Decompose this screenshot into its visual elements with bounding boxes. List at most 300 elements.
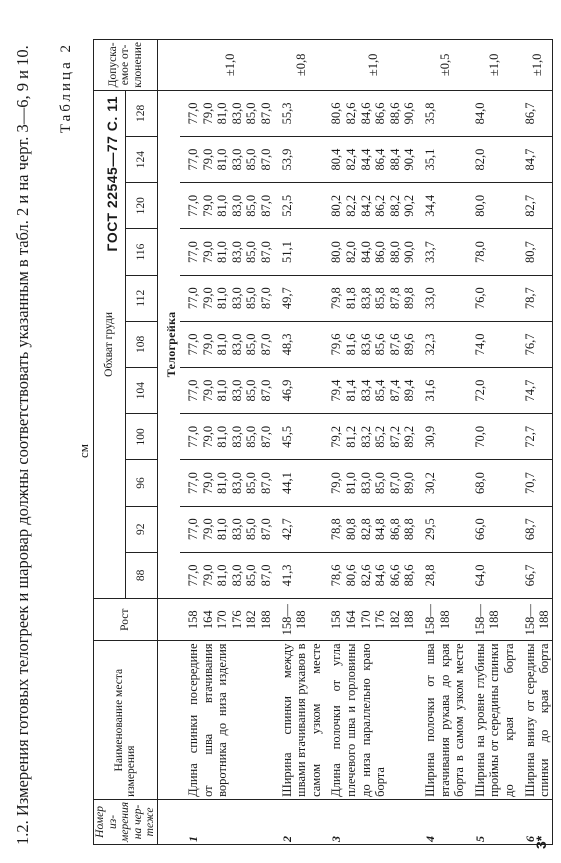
- size-cell: [517, 368, 553, 414]
- size-value: 81,0: [215, 518, 230, 541]
- size-cell: [517, 275, 553, 321]
- size-value: 85,0: [244, 287, 259, 310]
- header-size: 112: [125, 275, 157, 321]
- size-value: 68,7: [522, 518, 537, 541]
- size-value: 42,7: [279, 518, 294, 541]
- size-value: 78,0: [472, 241, 487, 263]
- size-value: 87,0: [387, 472, 402, 494]
- row-number: 5: [467, 799, 517, 844]
- size-value: 83,0: [229, 102, 244, 125]
- size-value: 79,0: [200, 518, 215, 541]
- size-cell: [180, 90, 274, 136]
- size-cell: [274, 414, 324, 460]
- size-value: 77,0: [186, 425, 201, 448]
- size-cell: [323, 183, 417, 229]
- size-value: 89,6: [402, 333, 417, 356]
- size-value: 74,7: [522, 379, 537, 402]
- size-cell: [180, 460, 274, 506]
- size-value: 70,0: [472, 425, 487, 448]
- size-value: 87,0: [259, 102, 274, 125]
- size-value: 34,4: [423, 194, 437, 217]
- size-cell: [467, 552, 517, 598]
- size-value: 86,4: [373, 148, 388, 171]
- size-value: 87,4: [387, 379, 402, 402]
- size-cell: [180, 368, 274, 414]
- section-title: Телогрейка: [157, 90, 180, 598]
- size-value: 77,0: [186, 472, 201, 494]
- row-name-text: Ширина внизу от середины спинки до края борта: [522, 643, 552, 797]
- size-value: 86,7: [522, 102, 537, 125]
- size-value: 86,0: [373, 241, 388, 263]
- size-value: 64,0: [472, 564, 487, 587]
- size-cell: [274, 552, 324, 598]
- size-value: 85,2: [373, 425, 388, 448]
- header-size: 88: [125, 552, 157, 598]
- size-value: 79,0: [200, 472, 215, 494]
- size-value: 79,0: [200, 379, 215, 402]
- rost-value: 170: [215, 610, 230, 630]
- size-cell: [274, 368, 324, 414]
- size-cell: [467, 275, 517, 321]
- size-cell: [417, 321, 467, 367]
- section-rost-cell: [157, 599, 180, 641]
- row-name: [467, 641, 517, 799]
- row-name-text: Длина спинки посередине от шва втачивания воротника до низа изделия: [186, 643, 230, 797]
- size-value: 89,8: [402, 287, 417, 310]
- size-value: 83,0: [229, 333, 244, 356]
- size-value: 77,0: [186, 379, 201, 402]
- size-cell: [517, 506, 553, 552]
- size-value: 68,0: [472, 472, 487, 494]
- size-value: 86,2: [373, 194, 388, 217]
- row-tolerance: ±1,0: [467, 40, 517, 91]
- row-rost: [417, 599, 467, 641]
- size-value: 74,0: [472, 333, 487, 356]
- size-cell: [467, 368, 517, 414]
- size-value: 90,0: [402, 241, 417, 263]
- size-value: 81,0: [215, 194, 230, 217]
- size-value: 84,7: [522, 148, 537, 171]
- size-value: 83,4: [358, 379, 373, 402]
- size-cell: [323, 229, 417, 275]
- size-value: 82,8: [358, 518, 373, 541]
- size-value: 87,0: [259, 472, 274, 494]
- size-cell: [517, 552, 553, 598]
- size-value: 41,3: [279, 564, 294, 587]
- size-value: 88,2: [387, 194, 402, 217]
- size-cell: [417, 414, 467, 460]
- size-cell: [517, 460, 553, 506]
- size-value: 85,0: [244, 241, 259, 263]
- size-value: 81,0: [215, 425, 230, 448]
- size-cell: [180, 275, 274, 321]
- size-value: 83,0: [229, 379, 244, 402]
- size-value: 81,0: [215, 241, 230, 263]
- size-value: 90,6: [402, 102, 417, 125]
- size-value: 89,0: [402, 472, 417, 494]
- size-value: 79,0: [200, 287, 215, 310]
- size-cell: [180, 229, 274, 275]
- header-group: Обхват груди: [94, 90, 126, 598]
- size-cell: [323, 90, 417, 136]
- size-value: 87,0: [259, 241, 274, 263]
- table-row: [323, 40, 417, 845]
- rost-value: 182: [244, 610, 259, 630]
- rost-value: 182: [387, 610, 402, 630]
- row-name-text: Ширина на уровне глубины проймы от середины спинки до края борта: [472, 643, 516, 797]
- size-value: 85,0: [244, 102, 259, 125]
- size-value: 79,4: [329, 379, 344, 402]
- row-tolerance: ±1,0: [517, 40, 553, 91]
- size-value: 89,4: [402, 379, 417, 402]
- row-name-text: Длина полочки от угла плечевого шва и горловины до низа параллельно краю борта: [329, 643, 388, 797]
- size-value: 87,0: [259, 379, 274, 402]
- size-value: 83,2: [358, 425, 373, 448]
- size-value: 49,7: [279, 287, 294, 310]
- size-value: 90,2: [402, 194, 417, 217]
- unit-label: см: [76, 444, 91, 458]
- size-value: 81,0: [215, 379, 230, 402]
- size-value: 83,0: [229, 564, 244, 587]
- size-value: 77,0: [186, 241, 201, 263]
- size-value: 79,6: [329, 333, 344, 356]
- size-value: 81,0: [215, 472, 230, 494]
- size-value: 84,6: [373, 564, 388, 587]
- rost-value: 158: [329, 610, 344, 630]
- row-tolerance: ±0,5: [417, 40, 467, 91]
- size-cell: [417, 90, 467, 136]
- size-cell: [323, 136, 417, 182]
- size-cell: [323, 552, 417, 598]
- size-value: 84,4: [358, 148, 373, 171]
- size-value: 88,4: [387, 148, 402, 171]
- size-value: 72,0: [472, 379, 487, 402]
- size-value: 85,0: [244, 333, 259, 356]
- header-rost: Рост: [94, 599, 158, 641]
- size-cell: [467, 414, 517, 460]
- size-cell: [417, 136, 467, 182]
- size-value: 80,0: [329, 241, 344, 263]
- size-value: 82,0: [472, 148, 487, 171]
- row-number: 1: [180, 799, 274, 844]
- header-size: 108: [125, 321, 157, 367]
- size-cell: [274, 183, 324, 229]
- rost-value: 164: [344, 610, 359, 630]
- size-value: 79,0: [200, 194, 215, 217]
- size-value: 85,0: [244, 148, 259, 171]
- rost-value: 170: [358, 610, 373, 630]
- size-cell: [417, 506, 467, 552]
- size-value: 33,0: [423, 287, 437, 310]
- size-value: 87,0: [259, 194, 274, 217]
- size-value: 83,0: [229, 472, 244, 494]
- size-cell: [323, 275, 417, 321]
- row-rost: [467, 599, 517, 641]
- size-value: 78,7: [522, 287, 537, 310]
- size-value: 35,1: [423, 148, 437, 171]
- table-row: [180, 40, 274, 845]
- size-cell: [417, 552, 467, 598]
- row-tolerance: ±0,8: [274, 40, 324, 91]
- size-value: 78,8: [329, 518, 344, 541]
- size-value: 28,8: [423, 564, 437, 587]
- size-value: 88,8: [402, 518, 417, 541]
- size-cell: [467, 136, 517, 182]
- size-value: 83,0: [229, 518, 244, 541]
- section-no-cell: [157, 799, 180, 844]
- size-value: 80,4: [329, 148, 344, 171]
- rost-value: 188: [402, 610, 417, 630]
- header-tol: Допуска-емое от-клонение: [94, 40, 158, 91]
- size-cell: [467, 321, 517, 367]
- size-value: 81,0: [215, 564, 230, 587]
- size-value: 81,0: [215, 102, 230, 125]
- size-value: 85,0: [244, 194, 259, 217]
- row-number: 4: [417, 799, 467, 844]
- size-value: 84,8: [373, 518, 388, 541]
- size-value: 44,1: [279, 472, 294, 494]
- size-value: 87,8: [387, 287, 402, 310]
- size-cell: [274, 136, 324, 182]
- header-size: 124: [125, 136, 157, 182]
- rost-value: 158: [186, 610, 201, 630]
- size-value: 83,0: [229, 241, 244, 263]
- size-cell: [417, 229, 467, 275]
- size-value: 87,0: [259, 148, 274, 171]
- size-cell: [517, 414, 553, 460]
- size-cell: [417, 368, 467, 414]
- size-value: 84,2: [358, 194, 373, 217]
- header-name: Наименование места измерения: [94, 641, 158, 799]
- size-value: 83,0: [229, 194, 244, 217]
- size-value: 79,2: [329, 425, 344, 448]
- section-name-cell: [157, 641, 180, 799]
- size-cell: [517, 321, 553, 367]
- row-name-text: Ширина спинки между швами втачивания рукавов в самом узком месте: [279, 643, 323, 797]
- size-cell: [274, 229, 324, 275]
- row-name-text: Ширина полочки от шва втачивания рукава до края борта в самом узком месте: [423, 643, 467, 797]
- size-cell: [180, 506, 274, 552]
- size-value: 79,0: [200, 564, 215, 587]
- size-cell: [180, 552, 274, 598]
- size-cell: [180, 183, 274, 229]
- size-value: 35,8: [423, 102, 437, 125]
- header-size: 116: [125, 229, 157, 275]
- table-row: [274, 40, 324, 845]
- size-value: 79,0: [200, 148, 215, 171]
- size-value: 70,7: [522, 472, 537, 494]
- size-value: 46,9: [279, 379, 294, 402]
- size-value: 80,6: [329, 102, 344, 125]
- size-cell: [274, 275, 324, 321]
- intro-paragraph: 1.2. Измерения готовых телогреек и шаровар должны соответствовать указанным в табл. 2 и на черт. 3—6, 9 и 10.: [13, 45, 32, 845]
- size-value: 79,0: [329, 472, 344, 494]
- rost-value: 164: [200, 610, 215, 630]
- size-value: 72,7: [522, 425, 537, 448]
- size-value: 85,0: [244, 518, 259, 541]
- size-value: 83,0: [229, 425, 244, 448]
- size-value: 87,6: [387, 333, 402, 356]
- size-value: 85,0: [244, 379, 259, 402]
- size-value: 77,0: [186, 148, 201, 171]
- size-cell: [517, 136, 553, 182]
- header-size: 92: [125, 506, 157, 552]
- size-value: 82,0: [344, 241, 359, 263]
- row-number: 2: [274, 799, 324, 844]
- size-value: 82,6: [344, 102, 359, 125]
- size-value: 86,6: [387, 564, 402, 587]
- size-value: 77,0: [186, 518, 201, 541]
- row-name: [517, 641, 553, 799]
- size-value: 81,0: [215, 333, 230, 356]
- size-value: 82,7: [522, 194, 537, 217]
- size-value: 85,0: [244, 425, 259, 448]
- size-value: 81,0: [215, 148, 230, 171]
- size-cell: [467, 183, 517, 229]
- size-cell: [417, 460, 467, 506]
- rost-value: 158—188: [279, 604, 309, 636]
- size-value: 83,6: [358, 333, 373, 356]
- size-value: 86,8: [387, 518, 402, 541]
- row-rost: [323, 599, 417, 641]
- size-cell: [467, 460, 517, 506]
- size-value: 79,8: [329, 287, 344, 310]
- section-tol-cell: [157, 40, 180, 91]
- row-rost: [274, 599, 324, 641]
- size-cell: [323, 460, 417, 506]
- size-value: 77,0: [186, 333, 201, 356]
- size-value: 85,0: [244, 564, 259, 587]
- header-size: 104: [125, 368, 157, 414]
- header-size: 120: [125, 183, 157, 229]
- size-value: 30,2: [423, 472, 437, 494]
- size-value: 87,0: [259, 425, 274, 448]
- size-value: 66,0: [472, 518, 487, 541]
- page-number: 3*: [533, 835, 549, 849]
- row-number: 6: [517, 799, 553, 844]
- size-value: 33,7: [423, 241, 437, 263]
- measurements-table: [93, 39, 553, 845]
- size-value: 87,2: [387, 425, 402, 448]
- size-cell: [323, 506, 417, 552]
- size-value: 45,5: [279, 425, 294, 448]
- size-value: 81,0: [344, 472, 359, 494]
- size-value: 82,6: [358, 564, 373, 587]
- size-value: 80,2: [329, 194, 344, 217]
- row-tolerance: ±1,0: [323, 40, 417, 91]
- size-cell: [417, 275, 467, 321]
- size-value: 77,0: [186, 564, 201, 587]
- rost-value: 158—188: [423, 604, 452, 636]
- table-row: [417, 40, 467, 845]
- size-value: 83,0: [229, 287, 244, 310]
- size-value: 32,3: [423, 333, 437, 356]
- size-cell: [180, 321, 274, 367]
- size-cell: [467, 90, 517, 136]
- size-value: 87,0: [259, 333, 274, 356]
- size-value: 81,8: [344, 287, 359, 310]
- row-rost: [517, 599, 553, 641]
- size-value: 85,8: [373, 287, 388, 310]
- size-cell: [274, 90, 324, 136]
- size-value: 85,4: [373, 379, 388, 402]
- table-caption: Таблица 2: [58, 42, 74, 134]
- size-value: 66,7: [522, 564, 537, 587]
- size-cell: [517, 183, 553, 229]
- size-value: 31,6: [423, 379, 437, 402]
- size-value: 84,0: [358, 241, 373, 263]
- size-cell: [180, 136, 274, 182]
- size-value: 85,0: [244, 472, 259, 494]
- size-cell: [274, 460, 324, 506]
- size-value: 84,6: [358, 102, 373, 125]
- header-size: 100: [125, 414, 157, 460]
- size-value: 84,0: [472, 102, 487, 125]
- size-value: 81,2: [344, 425, 359, 448]
- row-name: [417, 641, 467, 799]
- size-value: 30,9: [423, 425, 437, 448]
- size-value: 79,0: [200, 102, 215, 125]
- size-value: 86,6: [373, 102, 388, 125]
- size-value: 85,0: [373, 472, 388, 494]
- size-value: 80,8: [344, 518, 359, 541]
- size-value: 83,0: [229, 148, 244, 171]
- size-value: 51,1: [279, 241, 294, 263]
- row-rost: [180, 599, 274, 641]
- size-value: 76,7: [522, 333, 537, 356]
- size-value: 55,3: [279, 102, 294, 125]
- size-value: 80,6: [344, 564, 359, 587]
- size-value: 83,0: [358, 472, 373, 494]
- size-value: 53,9: [279, 148, 294, 171]
- size-value: 87,0: [259, 564, 274, 587]
- size-value: 77,0: [186, 102, 201, 125]
- size-value: 80,0: [472, 194, 487, 217]
- size-cell: [467, 229, 517, 275]
- size-value: 82,4: [344, 148, 359, 171]
- table-row: [467, 40, 517, 845]
- size-value: 29,5: [423, 518, 437, 541]
- size-value: 77,0: [186, 287, 201, 310]
- size-value: 88,0: [387, 241, 402, 263]
- row-name: [180, 641, 274, 799]
- row-name: [274, 641, 324, 799]
- rost-value: 176: [373, 610, 388, 630]
- size-value: 78,6: [329, 564, 344, 587]
- rost-value: 176: [229, 610, 244, 630]
- size-value: 77,0: [186, 194, 201, 217]
- size-cell: [517, 90, 553, 136]
- row-tolerance: ±1,0: [180, 40, 274, 91]
- size-value: 81,4: [344, 379, 359, 402]
- rost-value: 158—188: [522, 604, 552, 636]
- size-value: 87,0: [259, 518, 274, 541]
- size-value: 82,2: [344, 194, 359, 217]
- size-value: 48,3: [279, 333, 294, 356]
- size-cell: [180, 414, 274, 460]
- header-no: Номер из-мерения на чер-теже: [94, 799, 158, 844]
- size-value: 81,6: [344, 333, 359, 356]
- size-value: 81,0: [215, 287, 230, 310]
- size-value: 88,6: [387, 102, 402, 125]
- size-cell: [323, 368, 417, 414]
- rost-value: 188: [259, 610, 274, 630]
- size-value: 79,0: [200, 241, 215, 263]
- size-value: 88,6: [402, 564, 417, 587]
- header-size: 128: [125, 90, 157, 136]
- size-value: 83,8: [358, 287, 373, 310]
- size-value: 90,4: [402, 148, 417, 171]
